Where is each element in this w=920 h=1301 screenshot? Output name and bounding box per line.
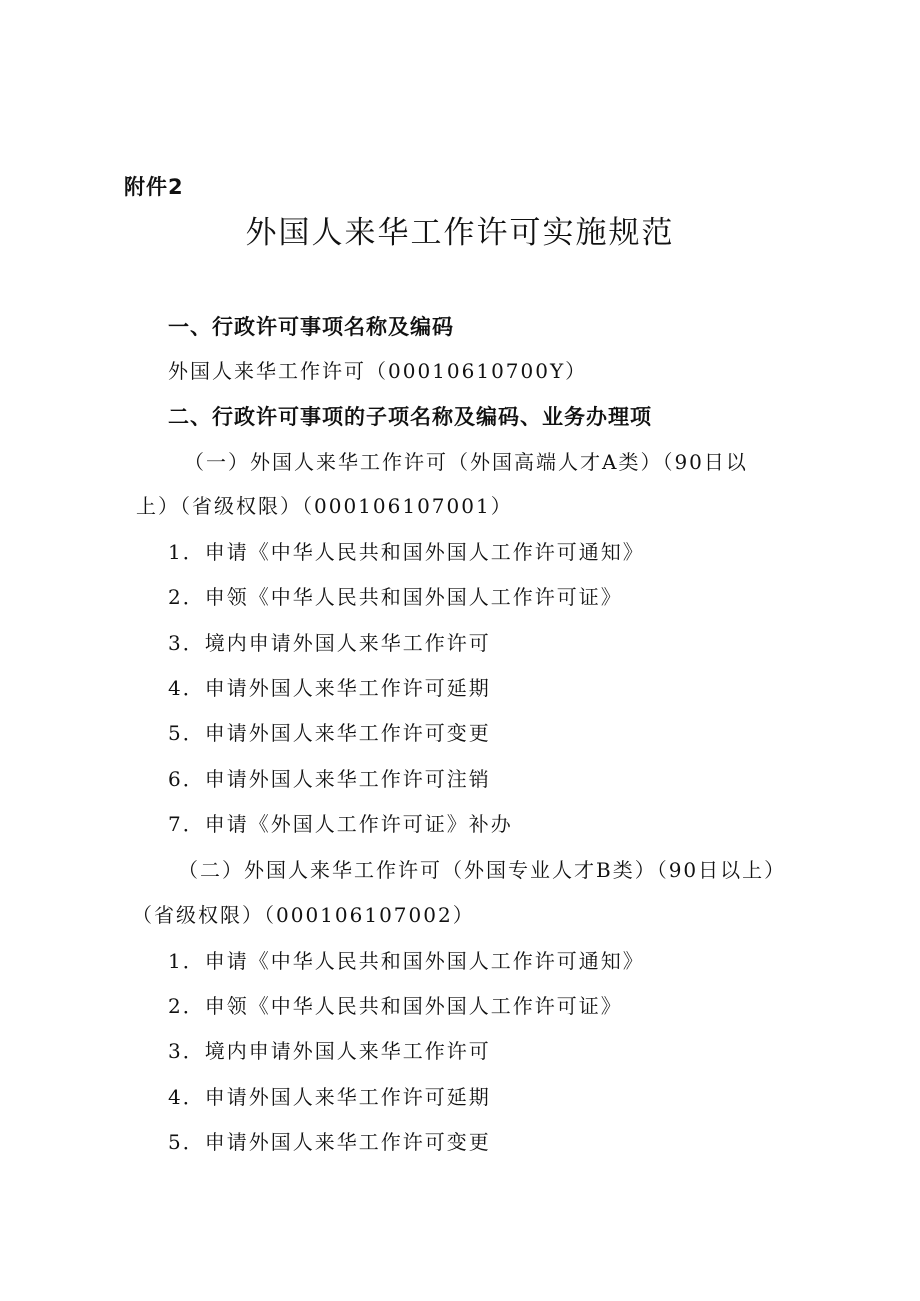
section-1-content: 外国人来华工作许可（00010610700Y）: [168, 359, 588, 383]
annex-label: 附件2: [124, 175, 184, 199]
subitem-1-list-item: 1．申请《中华人民共和国外国人工作许可通知》: [168, 540, 645, 564]
subitem-1-list-item: 4．申请外国人来华工作许可延期: [168, 676, 491, 700]
subitem-2-list-item: 4．申请外国人来华工作许可延期: [168, 1085, 491, 1109]
subitem-1-list-item: 3．境内申请外国人来华工作许可: [168, 631, 491, 655]
subitem-2-line-2: （省级权限）（000106107002）: [132, 903, 475, 927]
subitem-1-line-2: 上）（省级权限）（000106107001）: [136, 494, 513, 518]
subitem-1-list-item: 2．申领《中华人民共和国外国人工作许可证》: [168, 585, 623, 609]
subitem-1-list-item: 5．申请外国人来华工作许可变更: [168, 721, 491, 745]
section-2-heading: 二、行政许可事项的子项名称及编码、业务办理项: [168, 405, 652, 429]
subitem-2-line-1: （二）外国人来华工作许可（外国专业人才B类）（90日以上）: [178, 858, 787, 882]
section-1-heading: 一、行政许可事项名称及编码: [168, 315, 454, 339]
subitem-2-list-item: 1．申请《中华人民共和国外国人工作许可通知》: [168, 949, 645, 973]
subitem-2-list-item: 5．申请外国人来华工作许可变更: [168, 1130, 491, 1154]
subitem-1-line-1: （一）外国人来华工作许可（外国高端人才A类）（90日以: [184, 450, 748, 474]
document-title: 外国人来华工作许可实施规范: [245, 215, 675, 251]
subitem-2-list-item: 3．境内申请外国人来华工作许可: [168, 1039, 491, 1063]
subitem-1-list-item: 6．申请外国人来华工作许可注销: [168, 767, 491, 791]
subitem-1-list-item: 7．申请《外国人工作许可证》补办: [168, 812, 513, 836]
subitem-2-list-item: 2．申领《中华人民共和国外国人工作许可证》: [168, 994, 623, 1018]
